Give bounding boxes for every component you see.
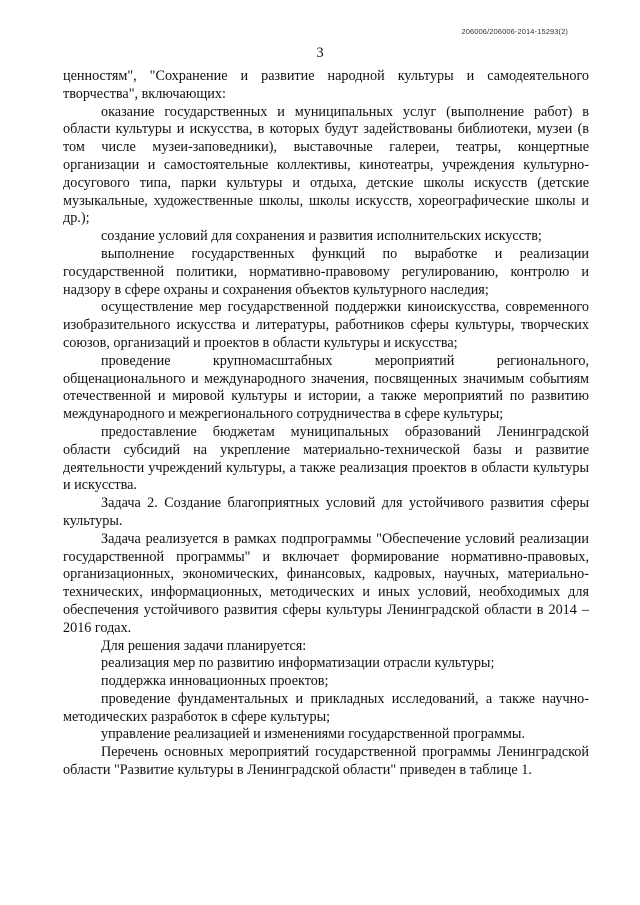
- paragraph: предоставление бюджетам муниципальных образований Ленинградской области субсидий на укрепление материально-технической базы и развитие деятельности учреждений культуры, а также реализация проектов в области культуры и искусства.: [63, 423, 589, 494]
- page-number: 3: [316, 45, 324, 61]
- paragraph: проведение крупномасштабных мероприятий регионального, общенационального и международного значения, посвященных значимым событиям отечественной и мировой культуры и истории, а также мероприятий по развитию международного и межрегионального сотрудничества в сфере культуры;: [63, 352, 589, 423]
- paragraph: выполнение государственных функций по выработке и реализации государственной политики, нормативно-правовому регулированию, контролю и надзору в сфере охраны и сохранения объектов культурного наследия;: [63, 245, 589, 298]
- paragraph: Задача 2. Создание благоприятных условий для устойчивого развития сферы культуры.: [63, 495, 589, 529]
- paragraph: создание условий для сохранения и развития исполнительских искусств;: [101, 228, 542, 245]
- paragraph: оказание государственных и муниципальных услуг (выполнение работ) в области культуры и искусства, в которых будут задействованы библиотеки, музеи (в том числе музеи-заповедники), выставочные галереи, театры, концертные организации и самостоятельные коллективы, кинотеатры, учреждения культурно-досугового типа, парки культуры и отдыха, детские школы искусств (детские музыкальные, художественные школы, школы искусств, хореографические школы и др.);: [63, 103, 589, 227]
- paragraph: реализация мер по развитию информатизации отрасли культуры;: [101, 655, 495, 672]
- paragraph: Задача реализуется в рамках подпрограммы "Обеспечение условий реализации государственной программы" и включает формирование нормативно-правовых, организационных, экономических, финансовых, кадровых, научных, материально-технических, информационных, методических и иных условий, необходимых для обеспечения устойчивого развития сферы культуры Ленинградской области в 2014 – 2016 годах.: [63, 530, 589, 636]
- paragraph: ценностям", "Сохранение и развитие народной культуры и самодеятельного творчества", включающих:: [63, 68, 589, 102]
- paragraph: осуществление мер государственной поддержки киноискусства, современного изобразительного искусства и литературы, работников сферы культуры, творческих союзов, организаций и проектов в области культуры и искусства;: [63, 299, 589, 351]
- paragraph: Для решения задачи планируется:: [101, 637, 307, 654]
- document-id: 206006/206006-2014-15293(2): [461, 27, 568, 36]
- paragraph: Перечень основных мероприятий государственной программы Ленинградской области "Развитие культуры в Ленинградской области" приведен в таблице 1.: [63, 744, 589, 779]
- paragraph: управление реализацией и изменениями государственной программы.: [101, 726, 525, 743]
- paragraph: поддержка инновационных проектов;: [101, 673, 329, 690]
- paragraph: проведение фундаментальных и прикладных исследований, а также научно-методических разработок в сфере культуры;: [63, 690, 589, 725]
- document-body: [63, 68, 589, 780]
